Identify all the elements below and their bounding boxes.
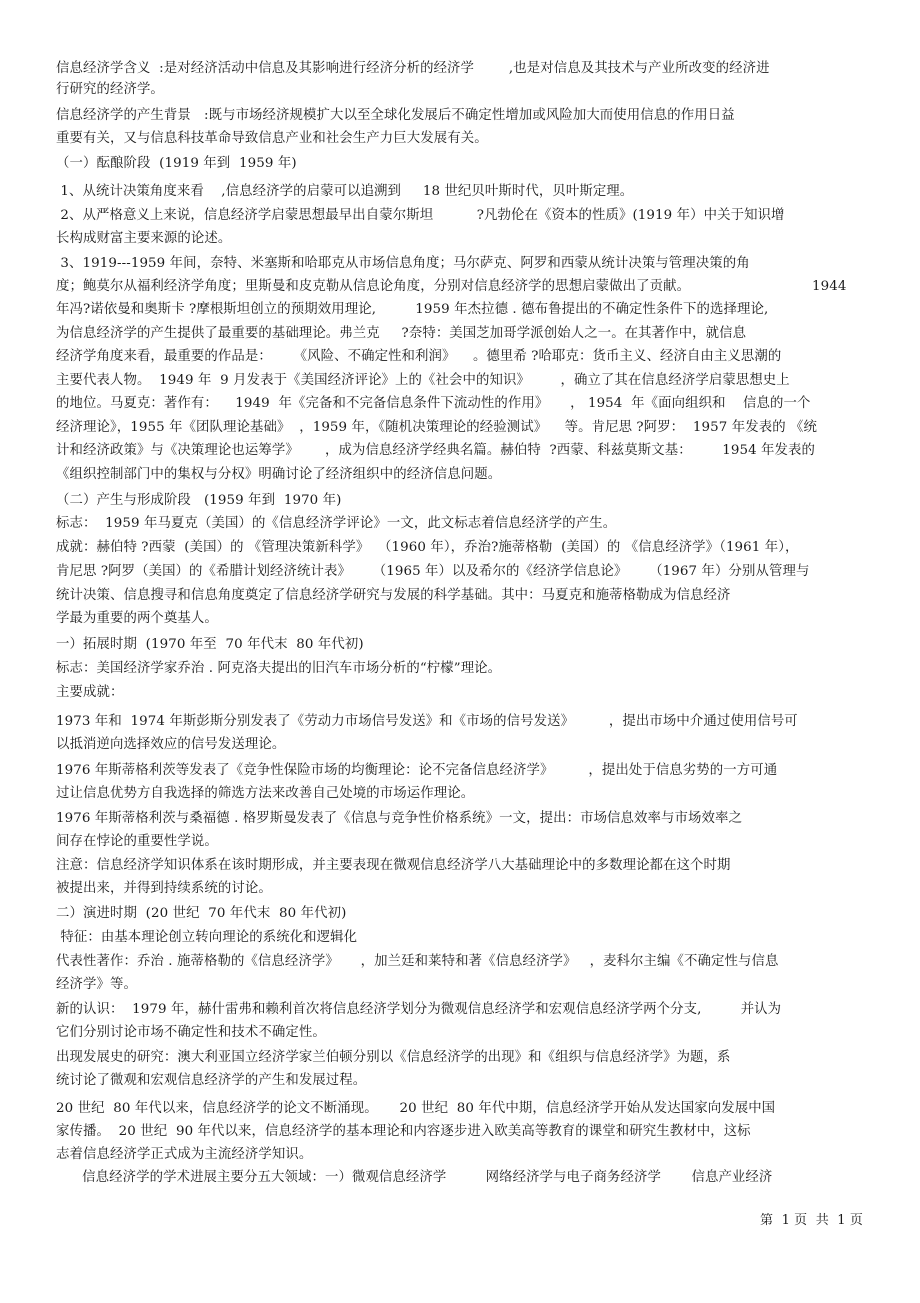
text-line: 代表性著作：乔治 . 施蒂格勒的《信息经济学》 ，加兰廷和莱特和著《信息经济学》 ，麦科尔主编《不确定性与信息: [56, 954, 779, 969]
text-line: 经济学角度来看，最重要的作品是： 《风险、不确定性和利润》 。德里希 ?哈耶克：货币主义、经济自由主义思潮的: [56, 349, 782, 364]
text-line: 被提出来，并得到持续系统的讨论。: [56, 881, 272, 896]
text-line: 过让信息优势方自我选择的筛选方法来改善自己处境的市场运作理论。: [56, 786, 475, 801]
text-line: 它们分别讨论市场不确定性和技术不确定性。: [56, 1025, 326, 1040]
text-line: 2、从严格意义上来说，信息经济学启蒙思想最早出自蒙尔斯坦 ?凡勃伦在《资本的性质》(1919 年）中关于知识增: [56, 208, 785, 223]
text-line: 特征：由基本理论创立转向理论的系统化和逻辑化: [56, 930, 358, 945]
text-line: 信息经济学含义 :是对经济活动中信息及其影响进行经济分析的经济学 ,也是对信息及其技术与产业所改变的经济进: [56, 61, 770, 76]
text-line: 1976 年斯蒂格利茨等发表了《竞争性保险市场的均衡理论：论不完备信息经济学》 ，提出处于信息劣势的一方可通: [56, 763, 778, 778]
text-line: 学最为重要的两个奠基人。: [56, 611, 218, 626]
text-line: 的地位。马夏克：著作有： 1949 年《完备和不完备信息条件下流动性的作用》 ， 1954 年《面向组织和 信息的一个: [56, 396, 811, 411]
text-line: 年冯?诺依曼和奥斯卡 ?摩根斯坦创立的预期效用理论, 1959 年杰拉德 . 德布鲁提出的不确定性条件下的选择理论,: [56, 302, 769, 317]
text-line: 信息经济学的产生背景 :既与市场经济规模扩大以至全球化发展后不确定性增加或风险加大而使用信息的作用日益: [56, 108, 735, 123]
text-line: 3、1919---1959 年间，奈特、米塞斯和哈耶克从市场信息角度；马尔萨克、阿罗和西蒙从统计决策与管理决策的角: [56, 256, 750, 271]
text-line: 主要代表人物。 1949 年 9 月发表于《美国经济评论》上的《社会中的知识》 ，确立了其在信息经济学启蒙思想史上: [56, 373, 790, 388]
text-line: 新的认识： 1979 年，赫什雷弗和赖利首次将信息经济学划分为微观信息经济学和宏观信息经济学两个分支, 并认为: [56, 1002, 782, 1017]
text-line: （一）酝酿阶段 (1919 年到 1959 年): [56, 156, 297, 171]
text-line: 注意：信息经济学知识体系在该时期形成，并主要表现在微观信息经济学八大基础理论中的多数理论都在这个时期: [56, 858, 731, 873]
text-line: 为信息经济学的产生提供了最重要的基础理论。弗兰克 ?奈特：美国芝加哥学派创始人之一。在其著作中，就信息: [56, 326, 747, 341]
text-line: 计和经济政策》与《决策理论也运筹学》 ，成为信息经济学经典名篇。赫伯特 ?西蒙、科兹莫斯文基： 1954 年发表的: [56, 443, 816, 458]
text-line: 信息经济学的学术进展主要分五大领域：一）微观信息经济学 网络经济学与电子商务经济学 信息产业经济: [56, 1170, 773, 1185]
text-line: 经济学》等。: [56, 977, 137, 992]
text-line: 度；鲍莫尔从福利经济学角度；里斯曼和皮克勒从信息论角度，分别对信息经济学的思想启蒙做出了贡献。 1944: [56, 279, 847, 294]
text-line: 出现发展史的研究：澳大利亚国立经济学家兰伯顿分别以《信息经济学的出现》和《组织与信息经济学》为题，系: [56, 1050, 731, 1065]
text-line: 统计决策、信息搜寻和信息角度奠定了信息经济学研究与发展的科学基础。其中：马夏克和施蒂格勒成为信息经济: [56, 588, 731, 603]
text-line: （二）产生与形成阶段 (1959 年到 1970 年): [56, 493, 342, 508]
text-line: 一）拓展时期 (1970 年至 70 年代末 80 年代初): [56, 637, 364, 652]
text-line: 标志：美国经济学家乔治 . 阿克洛夫提出的旧汽车市场分析的“柠檬”理论。: [56, 661, 502, 676]
text-line: 统讨论了微观和宏观信息经济学的产生和发展过程。: [56, 1073, 367, 1088]
text-line: 行研究的经济学。: [56, 82, 164, 97]
text-line: 1973 年和 1974 年斯彭斯分别发表了《劳动力市场信号发送》和《市场的信号发送》 ，提出市场中介通过使用信号可: [56, 714, 798, 729]
text-line: 家传播。 20 世纪 90 年代以来，信息经济学的基本理论和内容逐步进入欧美高等教育的课堂和研究生教材中，这标: [56, 1124, 751, 1139]
text-line: 1976 年斯蒂格利茨与桑福德 . 格罗斯曼发表了《信息与竞争性价格系统》一文，提出：市场信息效率与市场效率之: [56, 811, 742, 826]
text-line: 标志： 1959 年马夏克（美国）的《信息经济学评论》一文，此文标志着信息经济学的产生。: [56, 516, 617, 531]
text-line: 以抵消逆向选择效应的信号发送理论。: [56, 737, 286, 752]
text-line: 《组织控制部门中的集权与分权》明确讨论了经济组织中的经济信息问题。: [56, 467, 502, 482]
text-line: 志着信息经济学正式成为主流经济学知识。: [56, 1147, 313, 1162]
text-line: 长构成财富主要来源的论述。: [56, 231, 232, 246]
text-line: 肯尼思 ?阿罗（美国）的《希腊计划经济统计表》 （1965 年）以及希尔的《经济学信息论》 （1967 年）分别从管理与: [56, 564, 810, 579]
text-line: 间存在悖论的重要性学说。: [56, 834, 218, 849]
text-line: 成就：赫伯特 ?西蒙 (美国）的 《管理决策新科学》 （1960 年），乔治?施蒂格勒 (美国）的 《信息经济学》（1961 年），: [56, 540, 799, 555]
text-line: 主要成就：: [56, 685, 124, 700]
text-line: 重要有关，又与信息科技革命导致信息产业和社会生产力巨大发展有关。: [56, 131, 488, 146]
text-line: 1、从统计决策角度来看 ,信息经济学的启蒙可以追溯到 18 世纪贝叶斯时代，贝叶斯定理。: [56, 184, 634, 199]
text-line: 20 世纪 80 年代以来，信息经济学的论文不断涌现。 20 世纪 80 年代中期，信息经济学开始从发达国家向发展中国: [56, 1101, 776, 1116]
page-number: 第 1 页 共 1 页: [760, 1213, 864, 1228]
text-line: 经济理论》，1955 年《团队理论基础》 ，1959 年，《随机决策理论的经验测试》 等。肯尼思 ?阿罗： 1957 年发表的 《统: [56, 420, 818, 435]
text-line: 二）演进时期 (20 世纪 70 年代末 80 年代初): [56, 906, 347, 921]
